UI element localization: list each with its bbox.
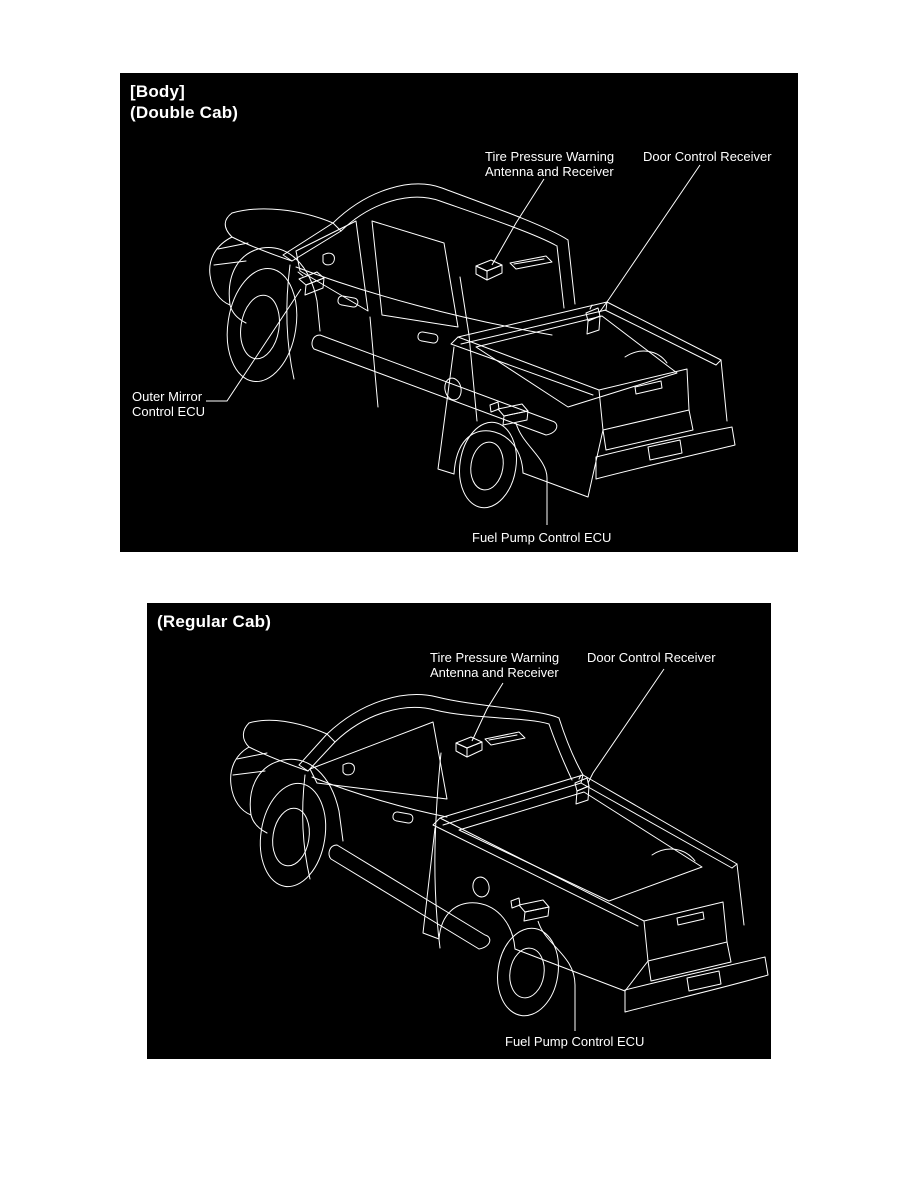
truck-bed [423,775,768,1012]
tire-pressure-antenna-marker [456,732,525,757]
double-cab-truck-illustration [120,73,798,552]
diagram-title-cab-type: (Double Cab) [130,103,239,123]
label-door-control-receiver: Door Control Receiver [587,650,716,665]
truck-cab-outline [225,184,575,308]
leader-line-fuel-pump [516,423,547,525]
diagram-title-double-cab [130,81,238,124]
label-tire-pressure-antenna [485,149,614,180]
regular-cab-diagram-panel [147,603,771,1059]
truck-wheels [220,263,523,511]
label-fuel-pump-ecu: Fuel Pump Control ECU [472,530,612,545]
label-tire-pressure-line1: Tire Pressure Warning [485,149,615,164]
double-cab-diagram-panel [120,73,798,552]
label-tire-pressure-antenna [430,650,559,681]
truck-bed [438,302,735,497]
label-outer-mirror-line2: Control ECU [132,404,205,420]
label-fuel-pump-ecu: Fuel Pump Control ECU [505,1034,645,1049]
leader-line-door-control [588,669,664,783]
door-control-receiver-marker [586,305,600,334]
truck-doors-side [303,722,490,949]
diagram-title-body-tag: [Body] [130,82,186,101]
leader-line-door-control [599,165,700,313]
diagram-title-regular-cab: (Regular Cab) [157,612,272,631]
label-outer-mirror-ecu [132,389,205,420]
label-tire-pressure-line2: Antenna and Receiver [485,164,614,180]
leader-line-tire-pressure [472,683,503,741]
tire-pressure-antenna-marker [476,256,552,280]
truck-cab-outline [243,695,583,780]
truck-doors-side [287,221,557,435]
label-outer-mirror-line1: Outer Mirror [132,389,203,404]
label-tire-pressure-line2: Antenna and Receiver [430,665,559,681]
truck-wheels [253,779,564,1021]
fuel-pump-ecu-marker [511,898,549,921]
label-door-control-receiver: Door Control Receiver [643,149,772,164]
label-tire-pressure-line1: Tire Pressure Warning [430,650,560,665]
